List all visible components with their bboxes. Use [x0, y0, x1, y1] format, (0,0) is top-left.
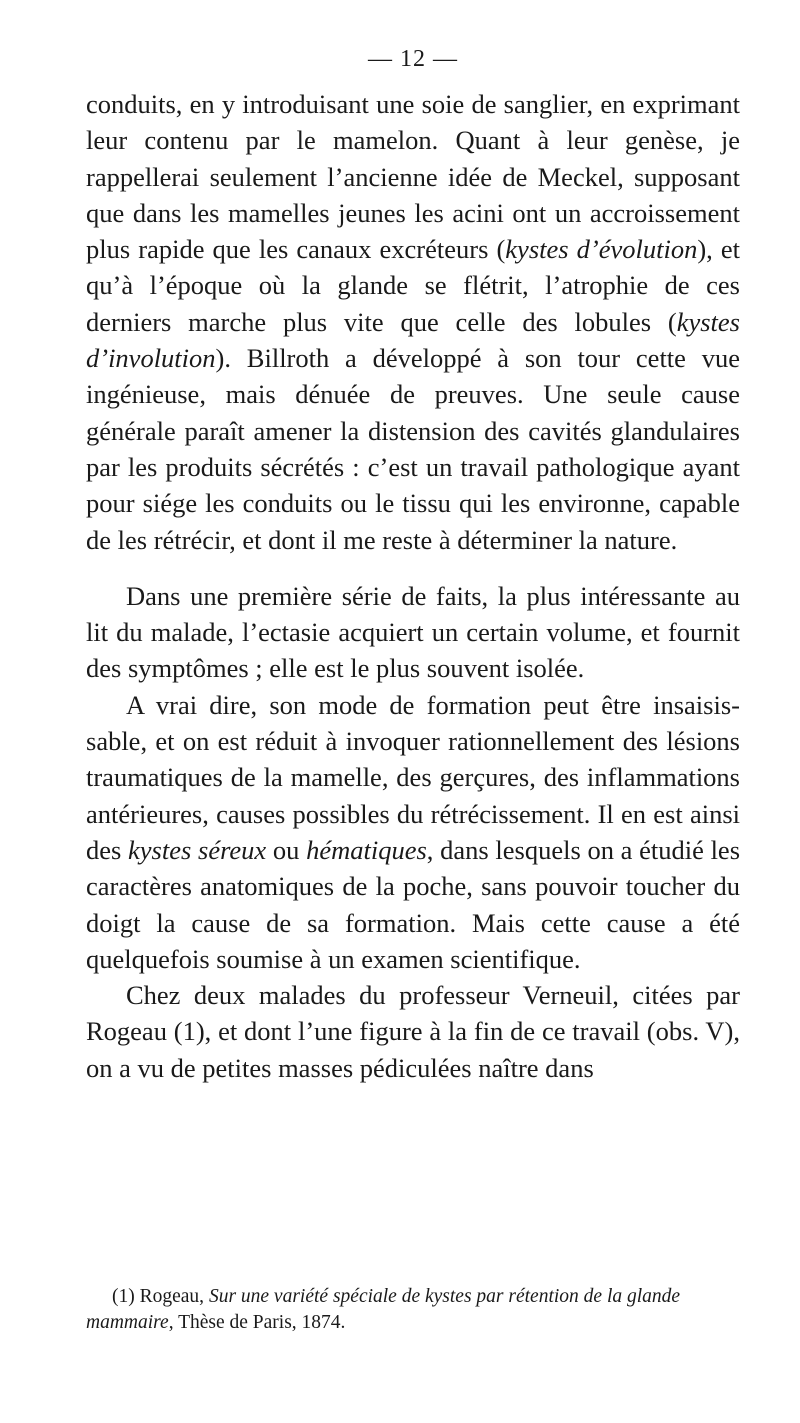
italic-term-hematiques: hématiques [306, 834, 427, 865]
italic-term-kystes-involution: kystes d’involution [86, 306, 740, 374]
footnote [86, 1284, 740, 1336]
page-number: — 12 — [368, 46, 458, 72]
paragraph-3-text-c: , dans lesquels on a étudié les caractères anatomiques de la poche, sans pouvoir toucher du doigt la cause de sa formation. Mais cette cause a été quelquefois soumise à un examen scientifique. [86, 834, 741, 974]
paragraph-3 [86, 687, 740, 977]
italic-term-kystes-sereux: kystes séreux [128, 834, 267, 865]
footnote-suffix: , Thèse de Paris, 1874. [168, 1312, 346, 1333]
paragraph-3-text-b: ou [266, 834, 307, 865]
paragraph-2: Dans une première série de faits, la plus intéressante au lit du malade, l’ectasie acquiert un certain volume, et fournit des symptômes ; elle est le plus souvent isolée. [86, 580, 740, 684]
paragraph-1 [86, 86, 740, 558]
footnote-prefix: (1) Rogeau, [112, 1286, 209, 1307]
paragraph-1-text-c: ). Billroth a développé à son tour cette vue ingénieuse, mais dénuée de preuves. Une seule cause générale paraît amener la distension des cavités glandulaires par les produits sécrétés : c’est un travail pathologique ayant pour siége les conduits ou le tissu qui les environne, capable de les rétrécir, et dont il me reste à déterminer la nature. [86, 343, 740, 555]
paragraph-1-text-b: ), et qu’à l’époque où la glande se flétrit, l’atrophie de ces derniers marche plus vite que celle des lobules ( [86, 234, 740, 337]
paragraph-1-text-a: conduits, en y introduisant une soie de sanglier, en exprimant leur contenu par le mamelon. Quant à leur genèse, je rappellerai seulement l’ancienne idée de Meckel, supposant que dans les mamelles jeunes les acini ont un accroissement plus rapide que les canaux excréteurs ( [86, 89, 740, 265]
footnote-title: Sur une variété spéciale de kystes par rétention de la glande mammaire [86, 1286, 681, 1333]
italic-term-kystes-evolution: kystes d’évolution [505, 234, 698, 265]
body-text [86, 86, 740, 1086]
footnote-1 [86, 1284, 740, 1336]
paragraph-4: Chez deux malades du professeur Verneuil, citées par Rogeau (1), et dont l’une figure à la fin de ce travail (obs. V), on a vu de petites masses pédiculées naître dans [86, 980, 740, 1083]
paragraph-3-text-a: A vrai dire, son mode de formation peut être insaisissable, et on est réduit à invoquer rationnellement des lésions traumatiques de la mamelle, des gerçures, des inflammations antérieures, causes possibles du rétrécissement. Il en est ainsi des [86, 689, 740, 865]
